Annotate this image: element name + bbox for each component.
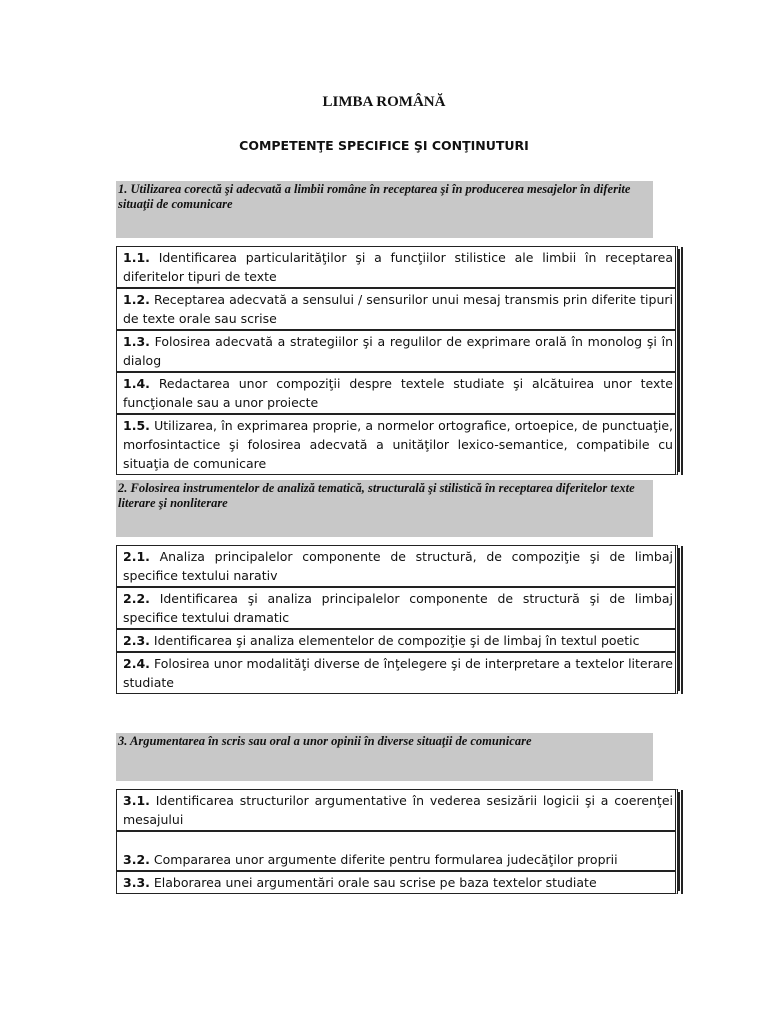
competence-3-1 (117, 790, 675, 832)
competence-code: 3.2. (123, 852, 150, 867)
section-3-heading: 3. Argumentarea în scris sau oral a unor opinii în diverse situaţii de comunicare (116, 733, 653, 781)
competence-text: Identificarea particularităţilor şi a funcţiilor stilistice ale limbii în receptarea diferitelor tipuri de texte (123, 250, 673, 284)
section-2-heading: 2. Folosirea instrumentelor de analiză tematică, structurală şi stilistică în receptarea diferitelor texte literare şi nonliterare (116, 480, 653, 537)
competence-1-2 (117, 289, 675, 331)
competence-3-3 (117, 872, 675, 893)
section-1-table (116, 246, 678, 475)
competence-code: 1.1. (123, 250, 150, 265)
competence-text: Folosirea unor modalităţi diverse de înţelegere şi de interpretare a textelor literare studiate (123, 656, 673, 690)
competence-2-1 (117, 546, 675, 588)
competence-text: Analiza principalelor componente de structură, de compoziţie şi de limbaj specifice textului narativ (123, 549, 673, 583)
competence-text: Folosirea adecvată a strategiilor şi a regulilor de exprimare orală în monolog şi în dialog (123, 334, 673, 368)
competence-code: 2.4. (123, 656, 150, 671)
competence-code: 2.2. (123, 591, 150, 606)
competence-1-3 (117, 331, 675, 373)
competence-code: 3.1. (123, 793, 150, 808)
competence-2-4 (117, 653, 675, 693)
competence-text: Identificarea şi analiza elementelor de compoziţie şi de limbaj în textul poetic (153, 633, 640, 648)
competence-code: 3.3. (123, 875, 150, 890)
competence-3-2 (117, 832, 675, 872)
section-1-heading: 1. Utilizarea corectă şi adecvată a limbii române în receptarea şi în producerea mesajelor în diferite situaţii de comunicare (116, 181, 653, 238)
competence-text: Identificarea structurilor argumentative în vederea sesizării logicii şi a coerenţei mesajului (123, 793, 674, 827)
page-title: LIMBA ROMÂNĂ (322, 94, 446, 110)
competence-code: 1.5. (123, 418, 150, 433)
page-subtitle: COMPETENŢE SPECIFICE ŞI CONŢINUTURI (239, 138, 529, 153)
competence-2-3 (117, 630, 675, 653)
competence-1-4 (117, 373, 675, 415)
section-2-table (116, 545, 678, 694)
competence-code: 1.3. (123, 334, 150, 349)
competence-2-2 (117, 588, 675, 630)
competence-code: 1.4. (123, 376, 150, 391)
competence-code: 2.3. (123, 633, 150, 648)
competence-text: Redactarea unor compoziţii despre textele studiate şi alcătuirea unor texte funcţionale sau a unor proiecte (123, 376, 673, 410)
competence-text: Identificarea şi analiza principalelor componente de structură şi de limbaj specifice textului dramatic (123, 591, 673, 625)
competence-code: 2.1. (123, 549, 150, 564)
competence-text: Utilizarea, în exprimarea proprie, a normelor ortografice, ortoepice, de punctuaţie, morfosintactice şi folosirea adecvată a unităţilor lexico-semantice, compatibile cu situaţia de comunicare (123, 418, 673, 471)
competence-code: 1.2. (123, 292, 150, 307)
competence-text: Elaborarea unei argumentări orale sau scrise pe baza textelor studiate (153, 875, 597, 890)
competence-1-5 (117, 415, 675, 474)
competence-1-1 (117, 247, 675, 289)
competence-text: Compararea unor argumente diferite pentru formularea judecăţilor proprii (153, 852, 618, 867)
competence-text: Receptarea adecvată a sensului / sensurilor unui mesaj transmis prin diferite tipuri de texte orale sau scrise (123, 292, 673, 326)
section-3-table (116, 789, 678, 894)
